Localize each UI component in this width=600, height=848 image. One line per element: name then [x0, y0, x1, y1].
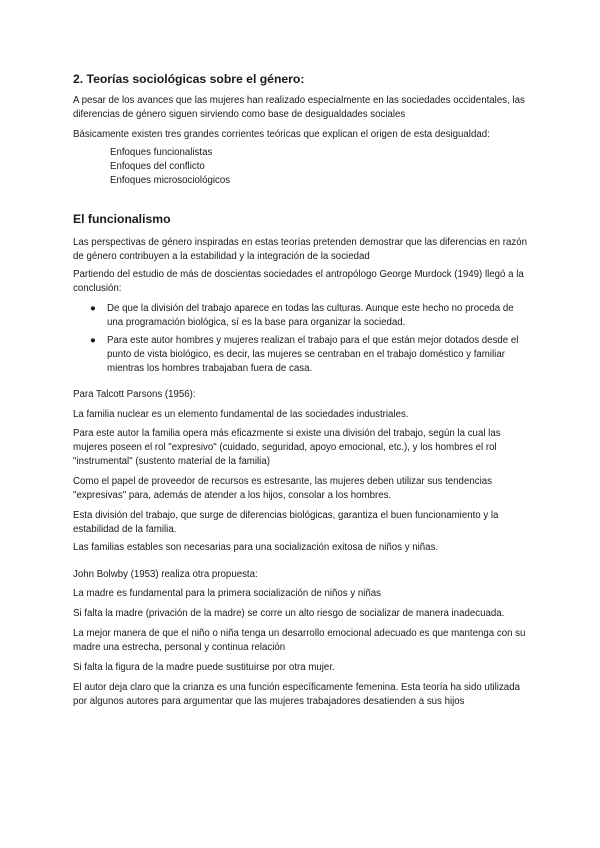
- approach-item: Enfoques del conflicto: [110, 161, 205, 172]
- func-paragraph: Partiendo del estudio de más de doscientas sociedades el antropólogo George Murdock (1949) llegó a la conclusión:: [73, 269, 524, 294]
- parsons-paragraph: La familia nuclear es un elemento fundamental de las sociedades industriales.: [73, 409, 409, 420]
- bullet-dot-icon: ●: [90, 335, 96, 346]
- approach-item: Enfoques microsociológicos: [110, 175, 231, 186]
- bullet-text: Para este autor hombres y mujeres realizan el trabajo para el que están mejor dotados desde el punto de vista biológico, es decir, las mujeres se centraban en el trabajo doméstico y familiar mientras los hombres trabajaban fuera de casa.: [107, 335, 519, 374]
- parsons-heading: Para Talcott Parsons (1956):: [73, 389, 196, 400]
- parsons-paragraph: Las familias estables son necesarias para una socialización exitosa de niños y niñas.: [73, 542, 439, 553]
- approach-item: Enfoques funcionalistas: [110, 147, 213, 158]
- bowlby-paragraph: La mejor manera de que el niño o niña tenga un desarrollo emocional adecuado es que mantenga con su madre una estrecha, personal y continua relación: [73, 628, 526, 653]
- bowlby-heading: John Bolwby (1953) realiza otra propuesta:: [73, 569, 258, 580]
- intro-paragraph: Básicamente existen tres grandes corrientes teóricas que explican el origen de esta desigualdad:: [73, 129, 490, 140]
- bowlby-paragraph: El autor deja claro que la crianza es una función específicamente femenina. Esta teoría ha sido utilizada por algunos autores para argumentar que las mujeres trabajadores desatienden a sus hijos: [73, 682, 520, 707]
- bowlby-paragraph: Si falta la madre (privación de la madre) se corre un alto riesgo de socializar de manera inadecuada.: [73, 608, 505, 619]
- bowlby-paragraph: La madre es fundamental para la primera socialización de niños y niñas: [73, 588, 382, 599]
- parsons-paragraph: Esta división del trabajo, que surge de diferencias biológicas, garantiza el buen funcionamiento y la estabilidad de la familia.: [73, 510, 499, 535]
- intro-paragraph: A pesar de los avances que las mujeres han realizado especialmente en las sociedades occidentales, las diferencias de género siguen sirviendo como base de desigualdades sociales: [73, 95, 525, 120]
- bullet-text: De que la división del trabajo aparece en todas las culturas. Aunque este hecho no proceda de una programación biológica, sí es la base para organizar la sociedad.: [107, 303, 514, 328]
- subsection-title: El funcionalismo: [73, 212, 171, 226]
- func-paragraph: Las perspectivas de género inspiradas en estas teorías pretenden demostrar que las diferencias en razón de género contribuyen a la estabilidad y la integración de la sociedad: [73, 237, 527, 262]
- parsons-paragraph: Para este autor la familia opera más eficazmente si existe una división del trabajo, según la cual las mujeres poseen el rol "expresivo" (cuidado, seguridad, apoyo emocional, etc.), y los hombres el rol "instrumental" (sustento material de la familia): [73, 428, 501, 467]
- bullet-dot-icon: ●: [90, 303, 96, 314]
- parsons-paragraph: Como el papel de proveedor de recursos es estresante, las mujeres deben utilizar sus tendencias "expresivas" para, además de atender a los hijos, consolar a los hombres.: [73, 476, 492, 501]
- section-title: 2. Teorías sociológicas sobre el género:: [73, 72, 305, 86]
- bowlby-paragraph: Si falta la figura de la madre puede sustituirse por otra mujer.: [73, 662, 335, 673]
